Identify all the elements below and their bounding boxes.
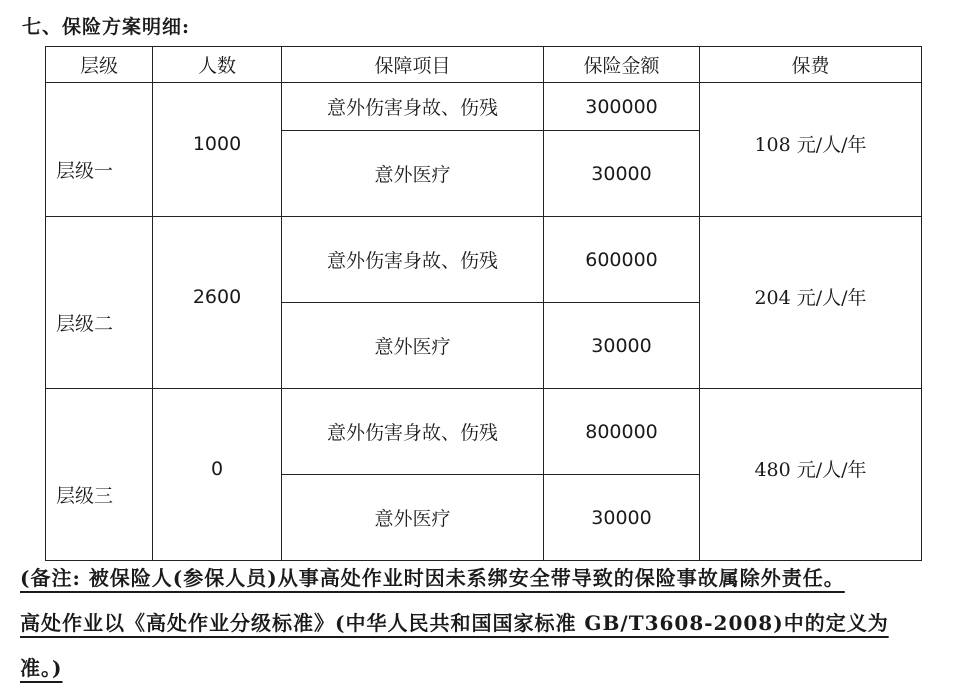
tier-level: 层级三 [56,485,114,507]
tier-fee-cell [700,217,922,389]
insurance-plan-table [45,46,922,561]
tier-level-cell [46,217,153,389]
section-heading: 七、保险方案明细: [22,16,191,38]
header-premium: 保费 [700,47,922,83]
header-count: 人数 [153,47,282,83]
coverage-amount: 30000 [544,303,700,389]
tier-count: 2600 [192,285,242,308]
table-row [46,389,922,475]
coverage-item: 意外医疗 [282,303,544,389]
tier-count-cell [153,83,282,217]
tier-fee-cell [700,83,922,217]
remarks [20,556,940,691]
tier-level: 层级一 [56,160,114,182]
remark-text: (备注: 被保险人(参保人员)从事高处作业时因未系绑安全带导致的保险事故属除外责任。 [20,566,845,590]
coverage-item: 意外伤害身故、伤残 [282,83,544,131]
header-level: 层级 [46,47,153,83]
remark-line [20,601,940,646]
remark-line [20,646,940,691]
tier-count-cell [153,389,282,561]
tier-fee-cell [700,389,922,561]
table-row [46,83,922,131]
coverage-item: 意外医疗 [282,131,544,217]
tier-level-cell [46,83,153,217]
header-coverage-item: 保障项目 [282,47,544,83]
remark-text: 高处作业以《高处作业分级标准》(中华人民共和国国家标准 GB/T3608-2008)中的定义为 [20,611,889,635]
table-header-row [46,47,922,83]
coverage-item: 意外伤害身故、伤残 [282,217,544,303]
tier-count: 0 [210,457,224,480]
coverage-amount: 600000 [544,217,700,303]
header-insured-amount: 保险金额 [544,47,700,83]
coverage-item: 意外伤害身故、伤残 [282,389,544,475]
remark-text: 准。) [20,656,63,680]
tier-count-cell [153,217,282,389]
coverage-amount: 30000 [544,131,700,217]
coverage-amount: 300000 [544,83,700,131]
coverage-amount: 30000 [544,475,700,561]
table-row [46,217,922,303]
tier-level-cell [46,389,153,561]
tier-level: 层级二 [56,313,114,335]
tier-count: 1000 [192,132,242,155]
remark-line [20,556,940,601]
tier-fee: 480 元/人/年 [754,459,867,481]
coverage-item: 意外医疗 [282,475,544,561]
coverage-amount: 800000 [544,389,700,475]
tier-fee: 108 元/人/年 [754,134,867,156]
tier-fee: 204 元/人/年 [754,287,867,309]
